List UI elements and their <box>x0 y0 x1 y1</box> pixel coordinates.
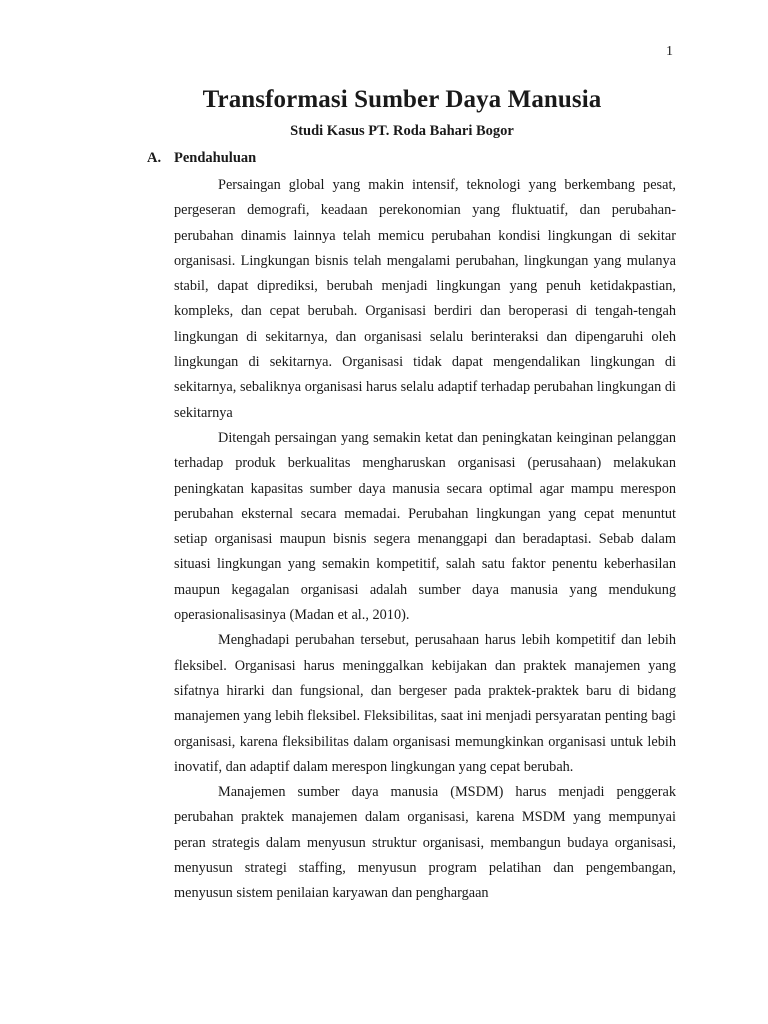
document-subtitle: Studi Kasus PT. Roda Bahari Bogor <box>290 123 514 139</box>
page-number: 1 <box>666 44 673 59</box>
paragraph: Persaingan global yang makin intensif, teknologi yang berkembang pesat, pergeseran demografi, keadaan perekonomian yang fluktuatif, dan perubahan-perubahan dinamis lainnya telah memicu perubahan kondisi lingkungan di sekitar organisasi. Lingkungan bisnis telah mengalami perubahan, lingkungan yang mulanya stabil, dapat diprediksi, berubah menjadi lingkungan yang penuh ketidakpastian, kompleks, dan cepat berubah. Organisasi berdiri dan beroperasi di tengah-tengah lingkungan di sekitarnya, dan organisasi selalu berinteraksi dan dipengaruhi oleh lingkungan di sekitarnya. Organisasi tidak dapat mengendalikan lingkungan di sekitarnya, sebaliknya organisasi harus selalu adaptif terhadap perubahan lingkungan di sekitarnya <box>174 177 676 421</box>
paragraph: Menghadapi perubahan tersebut, perusahaan harus lebih kompetitif dan lebih fleksibel. Organisasi harus meninggalkan kebijakan dan praktek manajemen yang sifatnya hirarki dan fungsional, dan bergeser pada praktek-praktek baru di bidang manajemen yang lebih fleksibel. Fleksibilitas, saat ini menjadi persyaratan penting bagi organisasi, karena fleksibilitas dalam organisasi memungkinkan organisasi untuk lebih inovatif, dan adaptif dalam merespon lingkungan yang cepat berubah. <box>174 632 676 775</box>
section-title: Pendahuluan <box>174 150 257 166</box>
paragraph: Ditengah persaingan yang semakin ketat dan peningkatan keinginan pelanggan terhadap produk berkualitas mengharuskan organisasi (perusahaan) melakukan peningkatan kapasitas sumber daya manusia secara optimal agar mampu merespon perubahan eksternal secara memadai. Perubahan lingkungan yang cepat menuntut setiap organisasi maupun bisnis segera menanggapi dan beradaptasi. Sebab dalam situasi lingkungan yang semakin kompetitif, salah satu faktor penentu keberhasilan maupun kegagalan organisasi adalah sumber daya manusia yang mendukung operasionalisasinya (Madan et al., 2010). <box>174 429 676 624</box>
paragraph: Manajemen sumber daya manusia (MSDM) harus menjadi penggerak perubahan praktek manajemen dalam organisasi, karena MSDM yang mempunyai peran strategis dalam menyusun struktur organisasi, membangun budaya organisasi, menyusun strategi staffing, menyusun program pelatihan dan pengembangan, menyusun sistem penilaian karyawan dan penghargaan <box>174 784 676 902</box>
document-title: Transformasi Sumber Daya Manusia <box>202 86 602 113</box>
body-text <box>174 173 676 907</box>
section-heading <box>147 150 256 167</box>
section-letter: A. <box>147 150 162 166</box>
